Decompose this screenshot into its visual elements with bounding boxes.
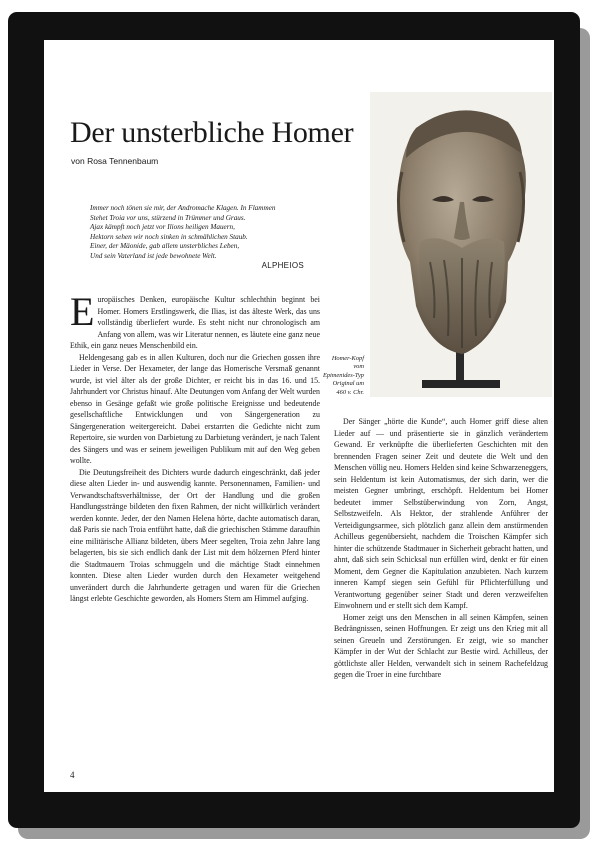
caption-line: vom	[353, 363, 364, 371]
article-title: Der unsterbliche Homer	[70, 116, 354, 149]
epigraph-source: ALPHEIOS	[261, 261, 304, 270]
article-column-left	[70, 289, 320, 605]
article-author: von Rosa Tennenbaum	[71, 156, 159, 166]
body-paragraph: Homer zeigt uns den Menschen in all seinen Kämpfen, seinen Bedrängnissen, seinen Hoffnungen. Er zeigt uns den Krieg mit all seinen Greueln und Zerstörungen. Er zeigt, wie so mancher Kämpfer in der Wut der Schlacht zur Bestie wird. Achilleus, der göttlichste aller Helden, verwandelt sich in seinem Rachefeldzug gegen die Troer in eine furchtbare	[334, 612, 548, 679]
drop-cap: E	[70, 289, 95, 334]
epigraph	[90, 204, 304, 270]
caption-line: Homer-Kopf	[331, 355, 364, 362]
epigraph-line: Und sein Vaterland ist jede bewohnete Welt.	[90, 251, 217, 260]
magazine-page	[44, 40, 554, 792]
body-paragraph	[70, 289, 320, 352]
body-paragraph: Der Sänger „hörte die Kunde“, auch Homer griff diese alten Lieder auf — und präsentierte sie in gänzlich verändertem Gewand. Er verknüpfte die überlieferten Geschichten mit den brennenden Fragen seiner Zeit und deutete die Welt und den Menschen völlig neu. Homers Helden sind keine Schwarzeneggers, sein Heldentum ist kein Automatismus, der sich darin, wer die meisten Gegner umbringt, erschöpft. Heldentum bei Homer bedeutet immer Selbstüberwindung von Zorn, Angst, Selbstzweifeln. Als Hektor, der strahlende Anführer der Verteidigungsarmee, sich plötzlich ganz allein dem anstürmenden Achilleus gegenübersieht, nachdem die Troischen Kämpfer sich hinter die schützende Stadtmauer in Sicherheit gebracht hatten, und ahnt, daß sich sein Schicksal nun erfüllen wird, denkt er für einen Moment, dem Gegner die Kapitulation anzubieten. Nach kurzem inneren Kampf siegen sein Gefühl für Pflichterfüllung und Verantwortung gegenüber seiner Stadt und deren verzweifelten Einwohnern und er stellt sich dem Kampf.	[334, 417, 548, 610]
epigraph-line: Stehet Troia vor uns, stürzend in Trümmer und Graus.	[90, 213, 246, 222]
paragraph-text: uropäisches Denken, europäische Kultur schlechthin beginnt bei Homer. Homers Erstlingswerk, die Ilias, ist das älteste Werk, das uns vollständig überliefert wurde. Es steht nicht nur chronologisch am Anfang von allem, was wir Literatur nennen, es läutete eine ganz neue Ethik, ein ganz neues Menschenbild ein.	[70, 295, 320, 350]
epigraph-line: Einer, der Mäonide, gab allem unsterbliches Leben,	[90, 242, 240, 250]
homer-bust-image	[370, 92, 552, 397]
caption-line: Epimenides-Typ	[322, 371, 364, 379]
homer-bust-illustration	[370, 92, 552, 397]
body-paragraph: Heldengesang gab es in allen Kulturen, doch nur die Griechen gossen ihre Lieder in Verse. Der Hexameter, der lange das Homerische Versmaß genannt wurde, ist viel älter als der große Dichter, er reicht bis in das 16. und 15. Jahrhundert vor Christus hinauf. Alte Deutungen vom Anfang der Welt wurden ebenso in Gesänge gefaßt wie große politische Ereignisse und bedeutende gesellschaftliche Entwicklungen und von Sängergeneration zu Sängergeneration weitergereicht. Dabei erstarrten die Gedichte nicht zum Repertoire, sie wurden von Darbietung zu Darbietung verändert, je nach Talent des Sängers und was er seinem jeweiligen Publikum mit auf den Weg geben wollte.	[70, 352, 320, 465]
article-column-right	[334, 416, 548, 681]
body-paragraph: Die Deutungsfreiheit des Dichters wurde dadurch eingeschränkt, daß jeder diese alten Lieder in- und auswendig kannte. Personennamen, Familien- und Verwandtschaftsverhältnisse, der Ort der Handlung und die großen Handlungsstränge bildeten den fixen Rahmen, der nicht willkürlich verändert werden konnte. Jeder, der den Namen Helena hörte, dachte automatisch daran, daß Paris sie nach Troia entführt hatte, daß die griechischen Stämme daraufhin eine militärische Allianz bildeten, übers Meer segelten, Troia zehn Jahre lang belagerten, bis sie sich endlich dank der List mit dem hölzernen Pferd hinter die Stadtmauern Troias schmuggeln und die mächtige Stadt einnehmen konnten. Diese alten Lieder wurden durch den Hexameter weitgehend unverändert durch die Jahrhunderte getragen und waren für die Griechen längst erlebte Geschichte geworden, als Homers Stern am Himmel aufging.	[70, 467, 320, 603]
caption-line: Original um	[332, 380, 364, 388]
caption-line: 460 v. Chr.	[336, 388, 364, 396]
epigraph-line: Immer noch tönen sie mir, der Andromache Klagen. In Flammen	[90, 204, 276, 212]
page-number: 4	[70, 770, 75, 780]
epigraph-line: Hektorn sehen wir noch sinken in schmählichen Staub.	[90, 232, 248, 241]
epigraph-line: Ajax kämpft noch jetzt vor Ilions heiligen Mauern,	[90, 223, 235, 231]
